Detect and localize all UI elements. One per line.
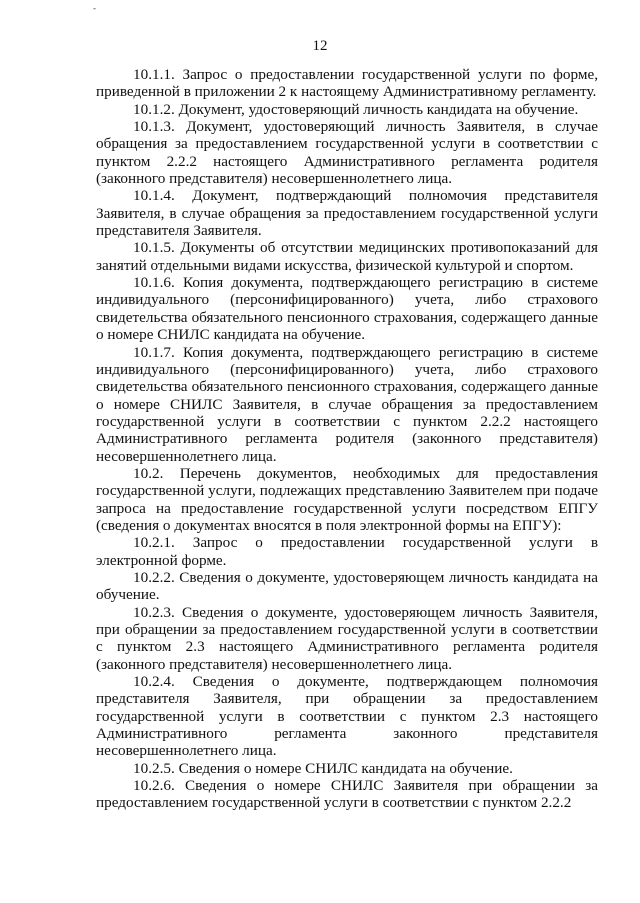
paragraph-10-2-2: 10.2.2. Сведения о документе, удостоверяющем личность кандидата на обучение. [96, 568, 598, 604]
paragraph-10-1-7: 10.1.7. Копия документа, подтверждающего регистрацию в системе индивидуального (персонифицированного) учета, либо страхового свидетельства обязательного пенсионного страхования, содержащего данные о номере СНИЛС Заявителя, в случае обращения за предоставлением государственной услуги в соответствии с пунктом 2.2.2 настоящего Административного регламента родителя (законного представителя) несовершеннолетнего лица. [96, 343, 598, 465]
paragraph-10-1-3: 10.1.3. Документ, удостоверяющий личность Заявителя, в случае обращения за предоставлением государственной услуги в соответствии с пунктом 2.2.2 настоящего Административного регламента родителя (законного представителя) несовершеннолетнего лица. [96, 118, 598, 188]
paragraph-10-2-3: 10.2.3. Сведения о документе, удостоверяющем личность Заявителя, при обращении за предоставлением государственной услуги в соответствии с пунктом 2.3 настоящего Административного регламента родителя (законного представителя) несовершеннолетнего лица. [96, 603, 598, 673]
paragraph-10-1-2: 10.1.2. Документ, удостоверяющий личность кандидата на обучение. [133, 100, 579, 118]
paragraph-10-2-5: 10.2.5. Сведения о номере СНИЛС кандидата на обучение. [133, 759, 513, 777]
paragraph-10-2-1: 10.2.1. Запрос о предоставлении государственной услуги в электронной форме. [96, 534, 598, 569]
paragraph-10-1-6: 10.1.6. Копия документа, подтверждающего регистрацию в системе индивидуального (персонифицированного) учета, либо страхового свидетельства обязательного пенсионного страхования, содержащего данные о номере СНИЛС кандидата на обучение. [96, 274, 598, 344]
paragraph-10-1-5: 10.1.5. Документы об отсутствии медицинских противопоказаний для занятий отдельными видами искусства, физической культурой и спортом. [96, 239, 598, 274]
paragraph-10-1-4: 10.1.4. Документ, подтверждающий полномочия представителя Заявителя, в случае обращения за предоставлением государственной услуги представителя Заявителя. [96, 187, 598, 240]
paragraph-10-2-4: 10.2.4. Сведения о документе, подтверждающем полномочия представителя Заявителя, при обращении за предоставлением государственной услуги в соответствии с пунктом 2.3 настоящего Административного регламента законного представителя несовершеннолетнего лица. [96, 673, 598, 760]
scan-mark: - [93, 3, 96, 13]
paragraph-10-1-1: 10.1.1. Запрос о предоставлении государственной услуги по форме, приведенной в приложении 2 к настоящему Административному регламенту. [96, 66, 598, 101]
document-body [96, 66, 598, 812]
page-number: 12 [312, 38, 328, 54]
paragraph-10-2-6: 10.2.6. Сведения о номере СНИЛС Заявителя при обращении за предоставлением государственной услуги в соответствии с пунктом 2.2.2 [96, 777, 598, 812]
paragraph-10-2: 10.2. Перечень документов, необходимых для предоставления государственной услуги, подлежащих представлению Заявителем при подаче запроса на предоставление государственной услуги посредством ЕПГУ (сведения о документах вносятся в поля электронной формы на ЕПГУ): [96, 464, 598, 534]
